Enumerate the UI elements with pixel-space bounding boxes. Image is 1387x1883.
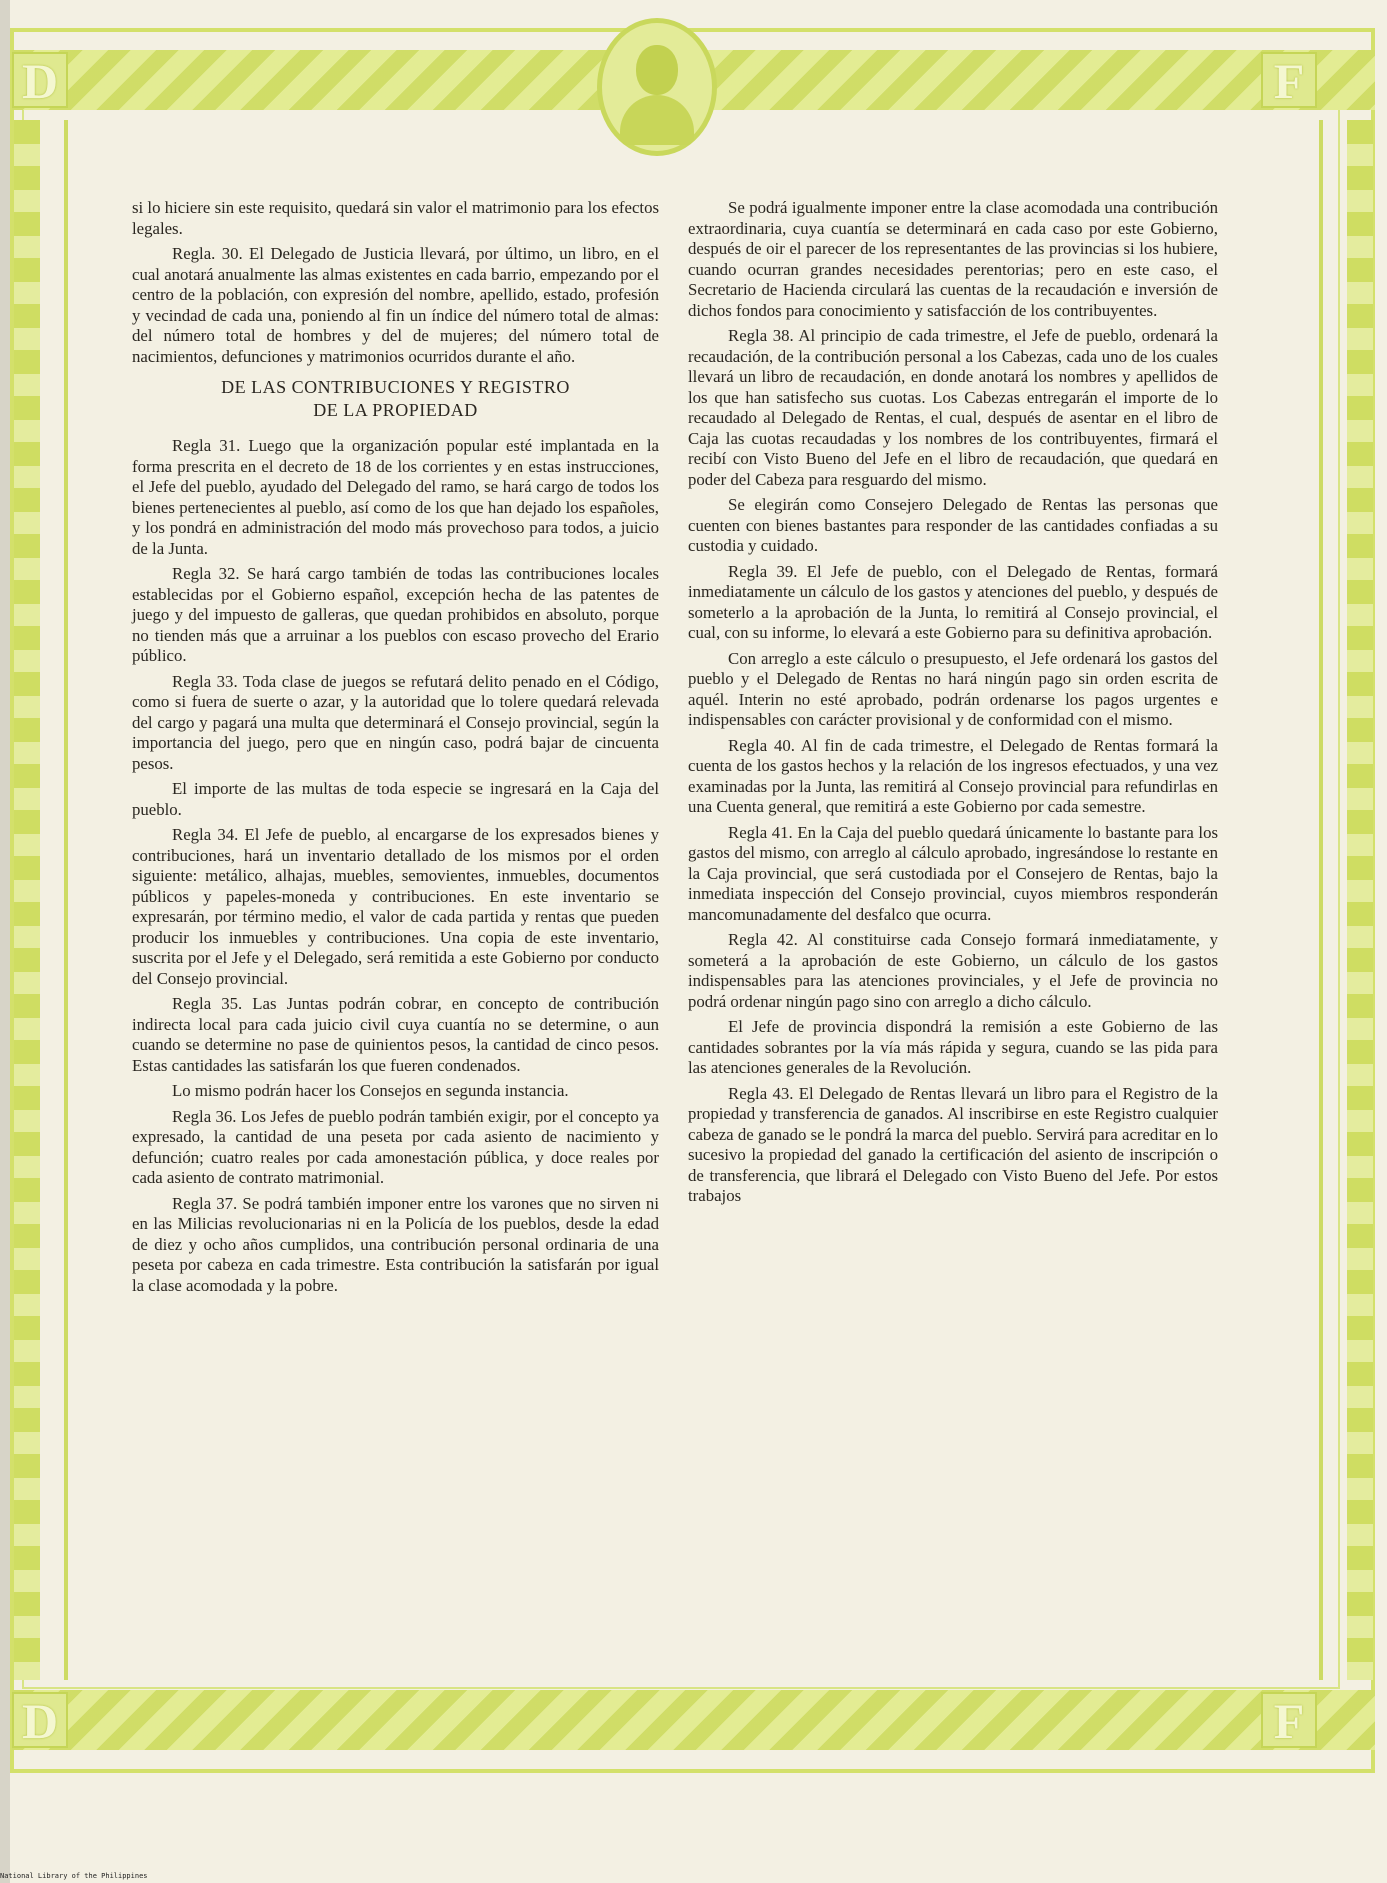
paragraph: Regla. 30. El Delegado de Justicia llevará, por último, un libro, en el cual anotará anualmente las almas existentes en cada barrio, empezando por el centro de la población, con expresión del nombre, apellido, estado, profesión y vecindad de cada una, poniendo al fin un índice del número total de almas: del número total de hombres y del de mujeres; del número total de nacimientos, defunciones y matrimonios ocurridos durante el año. [132,244,659,366]
left-text-column [132,198,659,1301]
corner-letter-bottom-right: F [1261,1692,1317,1748]
right-text-column [688,198,1218,1212]
right-ornament-column [1347,120,1373,1680]
bottom-ornament-band [12,1690,1375,1750]
paragraph: Regla 35. Las Juntas podrán cobrar, en concepto de contribución indirecta local para cada juicio civil cuya cuantía no se determine, o aun cuando se determine no pase de quinientos pesos, la cantidad de cinco pesos. Estas cantidades las satisfarán los que fueren condenados. [132,994,659,1075]
paragraph: Regla 43. El Delegado de Rentas llevará un libro para el Registro de la propiedad y transferencia de ganados. Al inscribirse en este Registro cualquier cabeza de ganado se le pondrá la marca del pueblo. Servirá para acreditar en lo sucesivo la propiedad del ganado la certificación del asiento de inscripción o de transferencia, que librará el Delegado con Visto Bueno del Jefe. Por estos trabajos [688,1083,1218,1205]
paragraph: Regla 31. Luego que la organización popular esté implantada en la forma prescrita en el decreto de 18 de los corrientes y en estas instrucciones, el Jefe del pueblo, ayudado del Delegado del ramo, se hará cargo de todos los bienes pertenecientes al pueblo, así como de los que han dejado los españoles, y los pondrá en administración del modo más provechoso para todos, a juicio de la Junta. [132,436,659,558]
paragraph: Con arreglo a este cálculo o presupuesto, el Jefe ordenará los gastos del pueblo y el Delegado de Rentas no hará ningún pago sin orden escrita de aquél. Interin no esté aprobado, podrán ordenarse los pagos urgentes e indispensables con carácter provisional y de conformidad con el mismo. [688,648,1218,729]
paragraph: Regla 32. Se hará cargo también de todas las contribuciones locales establecidas por el Gobierno español, excepción hecha de las patentes de juego y del impuesto de galleras, que quedan prohibidos en absoluto, porque no tienden más que a arruinar a los pueblos con escaso provecho del Erario público. [132,564,659,665]
left-rule [64,120,68,1680]
paragraph: Regla 40. Al fin de cada trimestre, el Delegado de Rentas formará la cuenta de los gastos hechos y la relación de los ingresos efectuados, y una vez examinadas por la Junta, las remitirá al Consejo provincial para refundirlas en una Cuenta general, que remitirá a este Gobierno por cada semestre. [688,735,1218,816]
paragraph: Regla 41. En la Caja del pueblo quedará únicamente lo bastante para los gastos del mismo, con arreglo al cálculo aprobado, ingresándose lo restante en la Caja provincial, que será custodiada por el Consejero de Rentas, bajo la inmediata inspección del Consejo provincial, cuyos miembros responderán mancomunadamente del desfalco que ocurra. [688,822,1218,924]
paragraph: Regla 37. Se podrá también imponer entre los varones que no sirven ni en las Milicias revolucionarias ni en la Policía de los pueblos, desde la edad de diez y ocho años cumplidos, una contribución personal ordinaria de una peseta por cabeza en cada trimestre. Esta contribución la satisfarán por igual la clase acomodada y la pobre. [132,1193,659,1295]
paragraph: El importe de las multas de toda especie se ingresará en la Caja del pueblo. [132,779,659,819]
paragraph: Regla 34. El Jefe de pueblo, al encargarse de los expresados bienes y contribuciones, hará un inventario detallado de los mismos por el orden siguiente: metálico, alhajas, muebles, semovientes, inmuebles, documentos públicos y papeles-moneda y contribuciones. En este inventario se expresarán, por término medio, el valor de cada partida y rentas que pueden producir los inmuebles y contribuciones. Una copia de este inventario, suscrita por el Jefe y el Delegado, será remitida a este Gobierno por conducto del Consejo provincial. [132,825,659,988]
corner-letter-top-left: D [12,52,68,108]
paragraph: Regla 39. El Jefe de pueblo, con el Delegado de Rentas, formará inmediatamente un cálculo de los gastos y atenciones del pueblo, y después de someterlo a la aprobación de la Junta, lo remitirá al Consejo provincial, el cual, con su informe, lo elevará a este Gobierno para su definitiva aprobación. [688,561,1218,642]
paragraph: Regla 42. Al constituirse cada Consejo formará inmediatamente, y someterá a la aprobación de este Gobierno, un cálculo de los gastos indispensables para las atenciones provinciales, y el Jefe de provincia no podrá ordenar ningún pago sino con arreglo a dicho cálculo. [688,930,1218,1011]
corner-letter-bottom-left: D [12,1692,68,1748]
paragraph: Regla 38. Al principio de cada trimestre, el Jefe de pueblo, ordenará la recaudación, de la contribución personal a los Cabezas, cada uno de los cuales llevará un libro de recaudación, en donde anotará los nombres y apellidos de los que han satisfecho sus cuotas. Los Cabezas entregarán el importe de lo recaudado al Delegado de Rentas, el cual, después de asentar en el libro de Caja las cuotas recaudadas y los nombres de los contribuyentes, firmará el recibí con Visto Bueno del Jefe en el libro de recaudación, que quedará en poder del Cabeza para resguardo del mismo. [688,326,1218,489]
paragraph: El Jefe de provincia dispondrá la remisión a este Gobierno de las cantidades sobrantes por la vía más rápida y segura, cuando se las pida para las atenciones generales de la Revolución. [688,1017,1218,1077]
paragraph: Regla 36. Los Jefes de pueblo podrán también exigir, por el concepto ya expresado, la cantidad de una peseta por cada asiento de nacimiento y defunción; cuatro reales por cada amonestación pública, y doce reales por cada asiento de contrato matrimonial. [132,1106,659,1187]
paragraph: Se podrá igualmente imponer entre la clase acomodada una contribución extraordinaria, cuya cuantía se determinará en cada caso por este Gobierno, después de oir el parecer de los representantes de las provincias si los hubiere, cuando ocurran grandes necesidades perentorias; pero en este caso, el Secretario de Hacienda circulará las cuentas de la recaudación e inversión de dichos fondos para conocimiento y satisfacción de los contribuyentes. [688,198,1218,320]
paragraph: Regla 33. Toda clase de juegos se refutará delito penado en el Código, como si fuera de suerte o azar, y la autoridad que lo tolere quedará relevada del cargo y pagará una multa que determinará el Consejo provincial, según la importancia del juego, pero que en ningún caso, podrá bajar de cincuenta pesos. [132,671,659,773]
right-rule [1319,120,1323,1680]
section-heading-sub: DE LA PROPIEDAD [313,399,478,420]
section-heading: DE LAS CONTRIBUCIONES Y REGISTRO [221,377,570,397]
paragraph: si lo hiciere sin este requisito, quedará sin valor el matrimonio para los efectos legales. [132,198,659,238]
portrait-body [620,95,694,145]
portrait-head [636,45,678,95]
paragraph: Lo mismo podrán hacer los Consejos en segunda instancia. [172,1081,569,1100]
scan-edge [0,0,10,1883]
corner-letter-top-right: F [1261,52,1317,108]
paragraph: Se elegirán como Consejero Delegado de Rentas las personas que cuenten con bienes bastantes para responder de las cantidades confiadas a su custodia y cuidado. [688,495,1218,555]
portrait-medallion [597,18,717,156]
footer-credit: National Library of the Philippines [0,1872,148,1880]
left-ornament-column [14,120,40,1680]
